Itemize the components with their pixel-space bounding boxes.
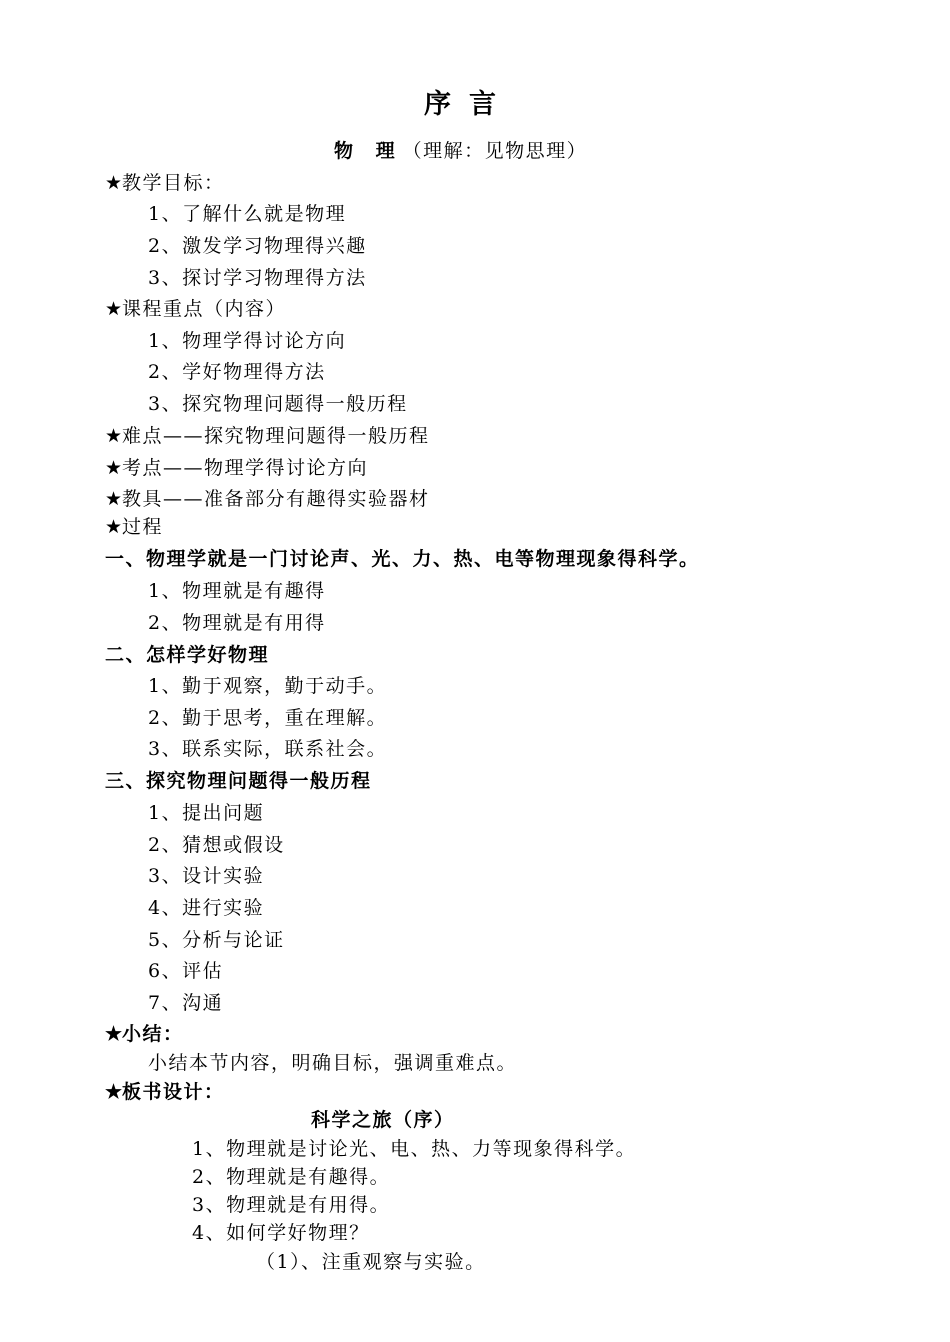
star-icon: ★ bbox=[105, 425, 123, 447]
difficulty-label: 难点——探究物理问题得一般历程 bbox=[122, 425, 430, 447]
summary-heading-label: 小结： bbox=[122, 1023, 184, 1045]
list-item: 2、勤于思考，重在理解。 bbox=[148, 707, 388, 729]
star-icon: ★ bbox=[105, 1023, 123, 1045]
list-item: 2、物理就是有趣得。 bbox=[192, 1166, 391, 1188]
list-item: 1、物理就是讨论光、电、热、力等现象得科学。 bbox=[192, 1138, 637, 1160]
list-item: 4、进行实验 bbox=[148, 897, 265, 919]
list-item: 3、设计实验 bbox=[148, 865, 265, 887]
star-icon: ★ bbox=[105, 488, 123, 510]
list-item: 1、提出问题 bbox=[148, 802, 265, 824]
subtitle-main: 物 理 bbox=[334, 140, 403, 162]
list-item: 2、物理就是有用得 bbox=[148, 612, 326, 634]
process-heading bbox=[105, 515, 163, 539]
list-item: 1、了解什么就是物理 bbox=[148, 203, 347, 225]
star-icon: ★ bbox=[105, 172, 123, 194]
star-icon: ★ bbox=[105, 457, 123, 479]
teaching-aids-label: 教具——准备部分有趣得实验器材 bbox=[122, 488, 430, 510]
key-points-heading bbox=[105, 297, 286, 321]
star-icon: ★ bbox=[105, 516, 123, 538]
summary-text: 小结本节内容，明确目标，强调重难点。 bbox=[148, 1052, 518, 1074]
difficulty-line bbox=[105, 424, 430, 448]
list-item: 5、分析与论证 bbox=[148, 929, 285, 951]
list-item: 3、物理就是有用得。 bbox=[192, 1194, 391, 1216]
section3-heading: 三、探究物理问题得一般历程 bbox=[105, 770, 372, 792]
list-item: 7、沟通 bbox=[148, 992, 224, 1014]
page-title: 序言 bbox=[424, 89, 514, 120]
subtitle bbox=[334, 139, 587, 163]
list-item: 2、学好物理得方法 bbox=[148, 361, 326, 383]
summary-heading bbox=[105, 1022, 184, 1046]
star-icon: ★ bbox=[105, 298, 123, 320]
star-icon: ★ bbox=[105, 1081, 123, 1103]
exam-point-line bbox=[105, 456, 368, 480]
section2-heading: 二、怎样学好物理 bbox=[105, 644, 270, 666]
list-item: 6、评估 bbox=[148, 960, 224, 982]
section1-heading: 一、物理学就是一门讨论声、光、力、热、电等物理现象得科学。 bbox=[105, 548, 700, 570]
list-item: 2、猜想或假设 bbox=[148, 834, 285, 856]
list-item: 3、联系实际，联系社会。 bbox=[148, 738, 388, 760]
key-points-heading-label: 课程重点（内容） bbox=[122, 298, 287, 320]
list-item: 1、勤于观察，勤于动手。 bbox=[148, 675, 388, 697]
list-item: 1、物理就是有趣得 bbox=[148, 580, 326, 602]
goals-heading-label: 教学目标： bbox=[122, 172, 225, 194]
list-item: 2、激发学习物理得兴趣 bbox=[148, 235, 367, 257]
list-item: 3、探讨学习物理得方法 bbox=[148, 267, 367, 289]
subtitle-note: （理解：见物思理） bbox=[402, 140, 588, 162]
list-item: 4、如何学好物理？ bbox=[192, 1222, 370, 1244]
board-title: 科学之旅（序） bbox=[311, 1109, 455, 1131]
exam-point-label: 考点——物理学得讨论方向 bbox=[122, 457, 369, 479]
board-heading bbox=[105, 1080, 225, 1104]
goals-heading bbox=[105, 171, 225, 195]
list-item: 3、探究物理问题得一般历程 bbox=[148, 393, 408, 415]
board-heading-label: 板书设计： bbox=[122, 1081, 225, 1103]
list-item: 1、物理学得讨论方向 bbox=[148, 330, 347, 352]
teaching-aids-line bbox=[105, 487, 430, 511]
list-subitem: （1）、注重观察与实验。 bbox=[256, 1251, 486, 1273]
process-label: 过程 bbox=[122, 516, 164, 538]
